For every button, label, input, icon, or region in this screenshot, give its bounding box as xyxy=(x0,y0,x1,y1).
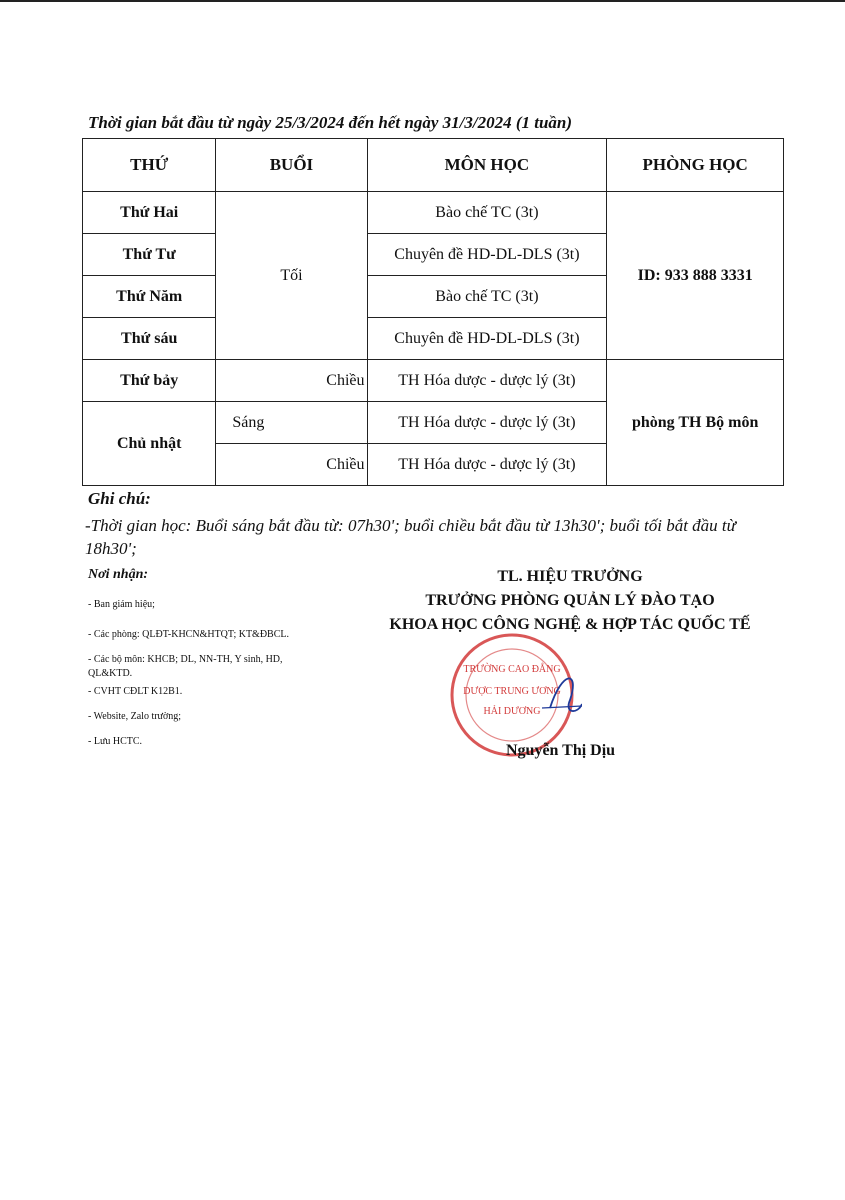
day-cell: Chủ nhật xyxy=(83,402,216,486)
recipient-item: - Website, Zalo trường; xyxy=(88,711,182,722)
recipient-item: - Lưu HCTC. xyxy=(88,736,143,747)
table-row xyxy=(83,360,784,402)
session-cell: Chiều xyxy=(216,444,367,486)
notes-text: -Thời gian học: Buổi sáng bắt đầu từ: 07h30'; buổi chiều bắt đầu từ 13h30'; buổi tối bắt đầu từ 18h30'; xyxy=(85,516,736,558)
subject-cell: TH Hóa dược - dược lý (3t) xyxy=(367,402,607,444)
day-cell: Thứ Tư xyxy=(83,234,216,276)
session-cell: Sáng xyxy=(216,402,367,444)
notes-label: Ghi chú: xyxy=(88,489,151,508)
schedule-table xyxy=(82,138,784,486)
subject-cell: Chuyên đề HD-DL-DLS (3t) xyxy=(367,234,607,276)
header-subject: MÔN HỌC xyxy=(367,139,607,192)
subject-cell: Bào chế TC (3t) xyxy=(367,276,607,318)
signature-line-2: TRƯỞNG PHÒNG QUẢN LÝ ĐÀO TẠO xyxy=(425,592,715,609)
recipient-item: - Các bộ môn: KHCB; DL, NN-TH, Y sinh, HD, QL&KTD. xyxy=(88,654,283,679)
header-room: PHÒNG HỌC xyxy=(607,139,784,192)
signature-line-1: TL. HIỆU TRƯỞNG xyxy=(497,568,643,585)
day-cell: Thứ Năm xyxy=(83,276,216,318)
header-day: THỨ xyxy=(83,139,216,192)
room-cell: phòng TH Bộ môn xyxy=(607,360,784,486)
signer-name: Nguyễn Thị Dịu xyxy=(506,742,616,759)
schedule-period-title: Thời gian bắt đầu từ ngày 25/3/2024 đến hết ngày 31/3/2024 (1 tuần) xyxy=(88,113,573,132)
session-cell: Chiều xyxy=(216,360,367,402)
header-session: BUỔI xyxy=(216,139,367,192)
subject-cell: TH Hóa dược - dược lý (3t) xyxy=(367,360,607,402)
table-header-row xyxy=(83,139,784,192)
session-cell: Tối xyxy=(216,192,367,360)
recipients-label: Nơi nhận: xyxy=(88,567,149,582)
signature-underline xyxy=(542,706,582,708)
subject-cell: Chuyên đề HD-DL-DLS (3t) xyxy=(367,318,607,360)
day-cell: Thứ sáu xyxy=(83,318,216,360)
day-cell: Thứ Hai xyxy=(83,192,216,234)
table-row xyxy=(83,192,784,234)
signature-block xyxy=(360,565,780,637)
official-stamp xyxy=(442,630,582,760)
stamp-text-1: TRƯỜNG CAO ĐẲNG xyxy=(463,664,561,675)
day-cell: Thứ bảy xyxy=(83,360,216,402)
stamp-text-2: DƯỢC TRUNG ƯƠNG xyxy=(463,686,561,697)
signature-line-3: KHOA HỌC CÔNG NGHỆ & HỢP TÁC QUỐC TẾ xyxy=(389,616,751,633)
recipient-item: - Ban giám hiệu; xyxy=(88,599,155,610)
stamp-text-3: HẢI DƯƠNG xyxy=(483,706,541,717)
page-top-border xyxy=(0,0,845,2)
recipient-item: - Các phòng: QLĐT-KHCN&HTQT; KT&ĐBCL. xyxy=(88,629,290,640)
recipient-item: - CVHT CĐLT K12B1. xyxy=(88,686,183,697)
room-cell: ID: 933 888 3331 xyxy=(607,192,784,360)
subject-cell: TH Hóa dược - dược lý (3t) xyxy=(367,444,607,486)
subject-cell: Bào chế TC (3t) xyxy=(367,192,607,234)
